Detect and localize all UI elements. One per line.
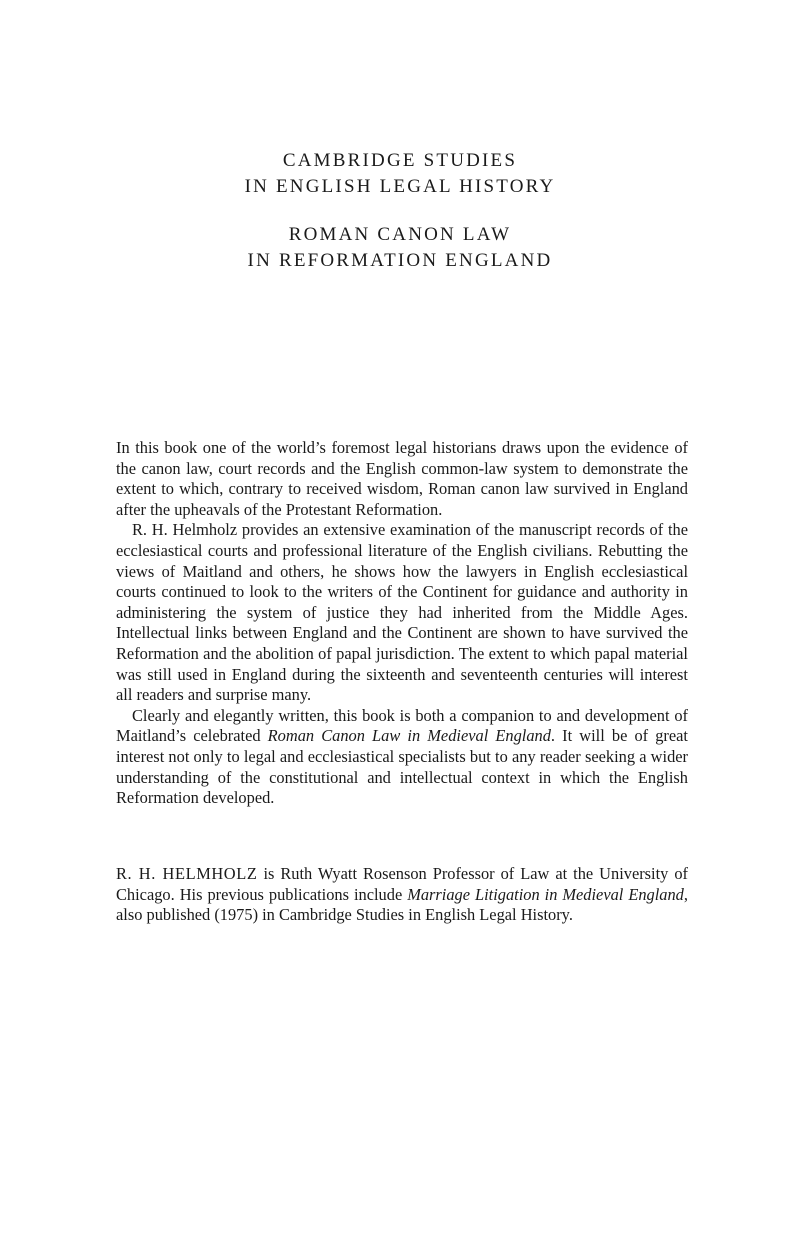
book-title [0,222,800,274]
author-bio-text-start: is Ruth Wyatt Rosenson Professor of Law at the University of Chicago. His previous publications include [116,864,688,904]
book-title-line-2: IN REFORMATION ENGLAND [247,250,553,271]
author-bio-paragraph [116,864,688,926]
series-title [0,148,800,200]
previous-publication-title: Marriage Litigation in Medieval England [407,884,684,904]
description-paragraph-2: R. H. Helmholz provides an extensive examination of the manuscript records of the ecclesiastical courts and professional literature of the English civilians. Rebutting the views of Maitland and others, he shows how the lawyers in English ecclesiastical courts continued to look to the writers of the Continent for guidance and authority in administering the system of justice they had inherited from the Middle Ages. Intellectual links between England and the Continent are shown to have survived the Reformation and the abolition of papal jurisdiction. The extent to which papal material was still used in England during the sixteenth and seventeenth centuries will interest all readers and surprise many. [116,520,688,705]
book-title-line-1: ROMAN CANON LAW [288,224,512,245]
description-paragraph-1: In this book one of the world’s foremost legal historians draws upon the evidence of the canon law, court records and the English common-law system to demonstrate the extent to which, contrary to received wisdom, Roman canon law survived in England after the upheavals of the Protestant Reformation. [116,438,688,519]
description-paragraph-3-text-end: . It will be of great interest not only to legal and ecclesiastical specialists but to any reader seeking a wider understanding of the constitutional and intellectual context in which the English Reformation developed. [116,726,688,808]
description-paragraph-3-text-start: Clearly and elegantly written, this book is both a companion to and development of Maitland’s celebrated [116,705,688,746]
series-title-line-2: IN ENGLISH LEGAL HISTORY [244,176,556,197]
description-paragraph-3 [116,706,688,809]
book-description [116,438,688,809]
author-bio-text-end: , also published (1975) in Cambridge Studies in English Legal History. [116,884,688,925]
series-title-line-1: CAMBRIDGE STUDIES [282,150,518,171]
cited-work-title: Roman Canon Law in Medieval England [267,726,551,746]
author-name: R. H. HELMHOLZ [116,864,258,883]
author-bio [116,864,688,926]
